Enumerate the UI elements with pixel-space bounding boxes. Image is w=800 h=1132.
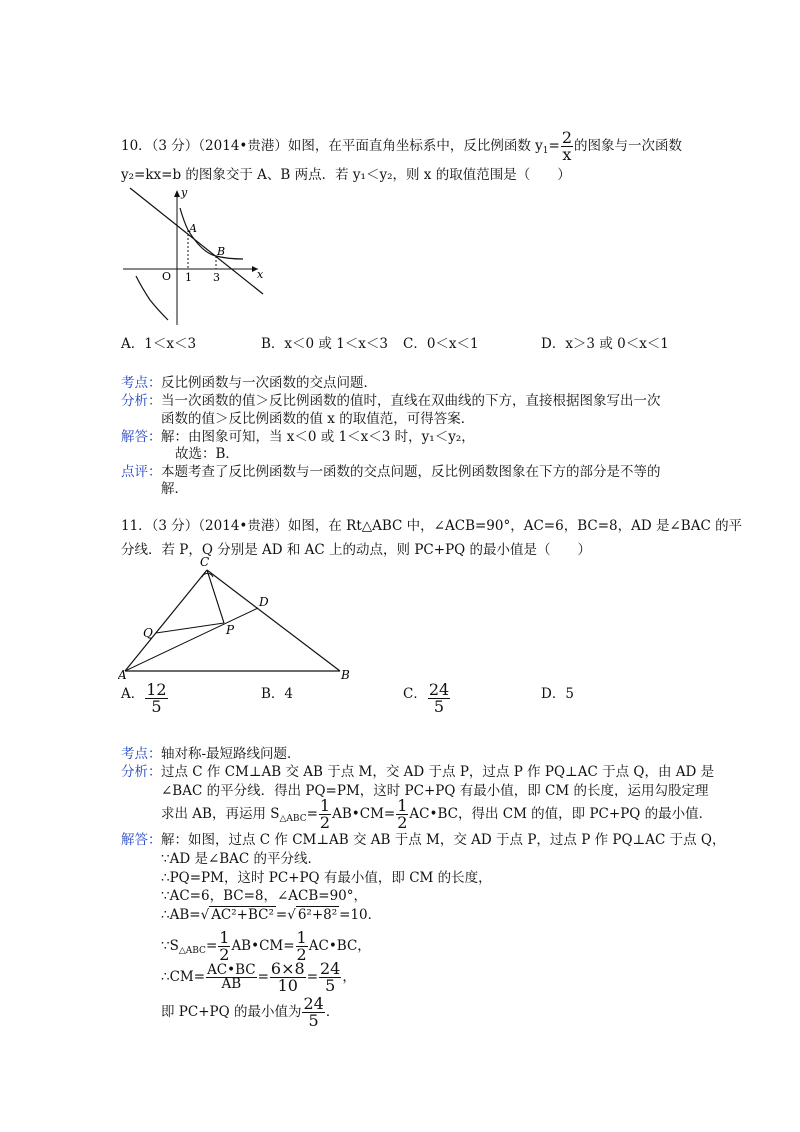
q11-kaodian: 轴对称-最短路线问题． — [161, 746, 301, 762]
q10-kaodian-label: 考点： — [121, 375, 162, 391]
q10-fenxi-2: 函数的值＞反比例函数的值 x 的取值范，可得答案． — [161, 411, 475, 427]
q11-line2: 分线．若 P，Q 分别是 AD 和 AC 上的动点，则 PC+PQ 的最小值是（ ） — [121, 542, 592, 558]
q11-fenxi-3: 求出 AB，再运用 $S_{\triangle ABC}=$ $\frac{1}{2}$ AB•CM= $\frac{1}{2}$ AC•BC，得出 CM 的值，即 PC+PQ 的最小值． — [161, 796, 713, 832]
q10-jieda-label: 解答： — [121, 429, 162, 445]
q11-option-c: C． $\frac{24}{5}$ — [403, 680, 450, 716]
vertex-b-label: B — [341, 668, 350, 681]
q10-jieda-1: 解：由图象可知，当 x＜0 或 1＜x＜3 时，y₁＜y₂， — [161, 429, 475, 445]
vertex-c-label: C — [200, 555, 210, 569]
tick-3: 3 — [213, 271, 220, 284]
q10-option-d: D．x＞3 或 0＜x＜1 — [541, 336, 669, 352]
q10-dianping-label: 点评： — [121, 464, 162, 480]
q10-option-b: B．x＜0 或 1＜x＜3 — [261, 336, 388, 352]
q10-graph — [118, 180, 278, 330]
q11-option-b: B．4 — [261, 686, 294, 702]
q11-figure — [118, 553, 358, 681]
point-p-label: P — [226, 623, 235, 637]
q11-jieda-8: 即 PC+PQ 的最小值为 $\frac{24}{5}$ ． — [161, 994, 340, 1030]
x-axis-label: x — [257, 268, 264, 281]
q10-option-c: C．0＜x＜1 — [403, 336, 479, 352]
point-a-label: A — [189, 222, 197, 235]
point-d-label: D — [259, 595, 269, 609]
origin-label: O — [162, 270, 172, 283]
q10-option-a: A．1＜x＜3 — [121, 336, 197, 352]
q11-option-a: A． $\frac{12}{5}$ — [121, 680, 167, 716]
q11-jieda-label: 解答： — [121, 832, 162, 848]
q10-fraction: $\frac{2}{x}$ — [561, 128, 573, 164]
q10-line2: y₂=kx=b 的图象交于 A、B 两点．若 y₁＜y₂，则 x 的取值范围是（ ） — [121, 167, 571, 183]
tick-1: 1 — [185, 271, 192, 284]
y-axis-label: y — [181, 186, 188, 199]
q11-fenxi-2: ∠BAC 的平分线．得出 PQ=PM，这时 PC+PQ 有最小值，即 CM 的长度，运用勾股定理 — [161, 783, 709, 799]
q11-line1: 11．（3 分）（2014•贵港）如图，在 Rt△ABC 中，∠ACB=90°，AC=6，BC=8，AD 是∠BAC 的平 — [121, 518, 743, 534]
q10-jieda-2: 故选：B． — [175, 446, 239, 462]
q10-dianping-2: 解． — [161, 481, 188, 497]
q11-jieda-6: $\because S_{\triangle ABC}=$ $\frac{1}{2}$ AB•CM= $\frac{1}{2}$ AC•BC， — [161, 928, 371, 964]
q11-option-d: D．5 — [541, 686, 574, 702]
point-b-label: B — [217, 245, 226, 258]
q10-dianping-1: 本题考查了反比例函数与一函数的交点问题，反比例函数图象在下方的部分是不等的 — [161, 464, 661, 480]
q11-jieda-2: ∵AD 是∠BAC 的平分线． — [161, 851, 322, 867]
vertex-a-label: A — [118, 668, 127, 681]
q10-fenxi-1: 当一次函数的值＞反比例函数的值时，直线在双曲线的下方，直接根据图象写出一次 — [161, 393, 661, 409]
q10-line1: 10．（3 分）（2014•贵港）如图，在平面直角坐标系中，反比例函数 $y_1=$ $\frac{2}{x}$ 的图象与一次函数 — [121, 128, 683, 164]
q11-kaodian-label: 考点： — [121, 746, 162, 762]
q11-jieda-3: ∴PQ=PM，这时 PC+PQ 有最小值，即 CM 的长度， — [161, 870, 492, 886]
q11-jieda-1: 解：如图，过点 C 作 CM⊥AB 交 AB 于点 M，交 AD 于点 P，过点 P 作 PQ⊥AC 于点 Q， — [161, 832, 726, 848]
q11-jieda-4: ∵AC=6，BC=8，∠ACB=90°， — [161, 888, 368, 904]
q11-fenxi-label: 分析： — [121, 764, 162, 780]
point-q-label: Q — [143, 626, 153, 640]
q10-kaodian: 反比例函数与一次函数的交点问题． — [161, 375, 377, 391]
q10-fenxi-label: 分析： — [121, 393, 162, 409]
q11-jieda-7: ∴CM= $\frac{AC•BC}{AB}$ = $\frac{6\times 8}{10}$ = $\frac{24}{5}$ ， — [161, 959, 356, 995]
q11-jieda-5: ∴AB=√ AC²+BC² =√ 6²+8² =10． — [161, 907, 382, 923]
q11-fenxi-1: 过点 C 作 CM⊥AB 交 AB 于点 M，交 AD 于点 P，过点 P 作 PQ⊥AC 于点 Q，由 AD 是 — [161, 764, 715, 780]
